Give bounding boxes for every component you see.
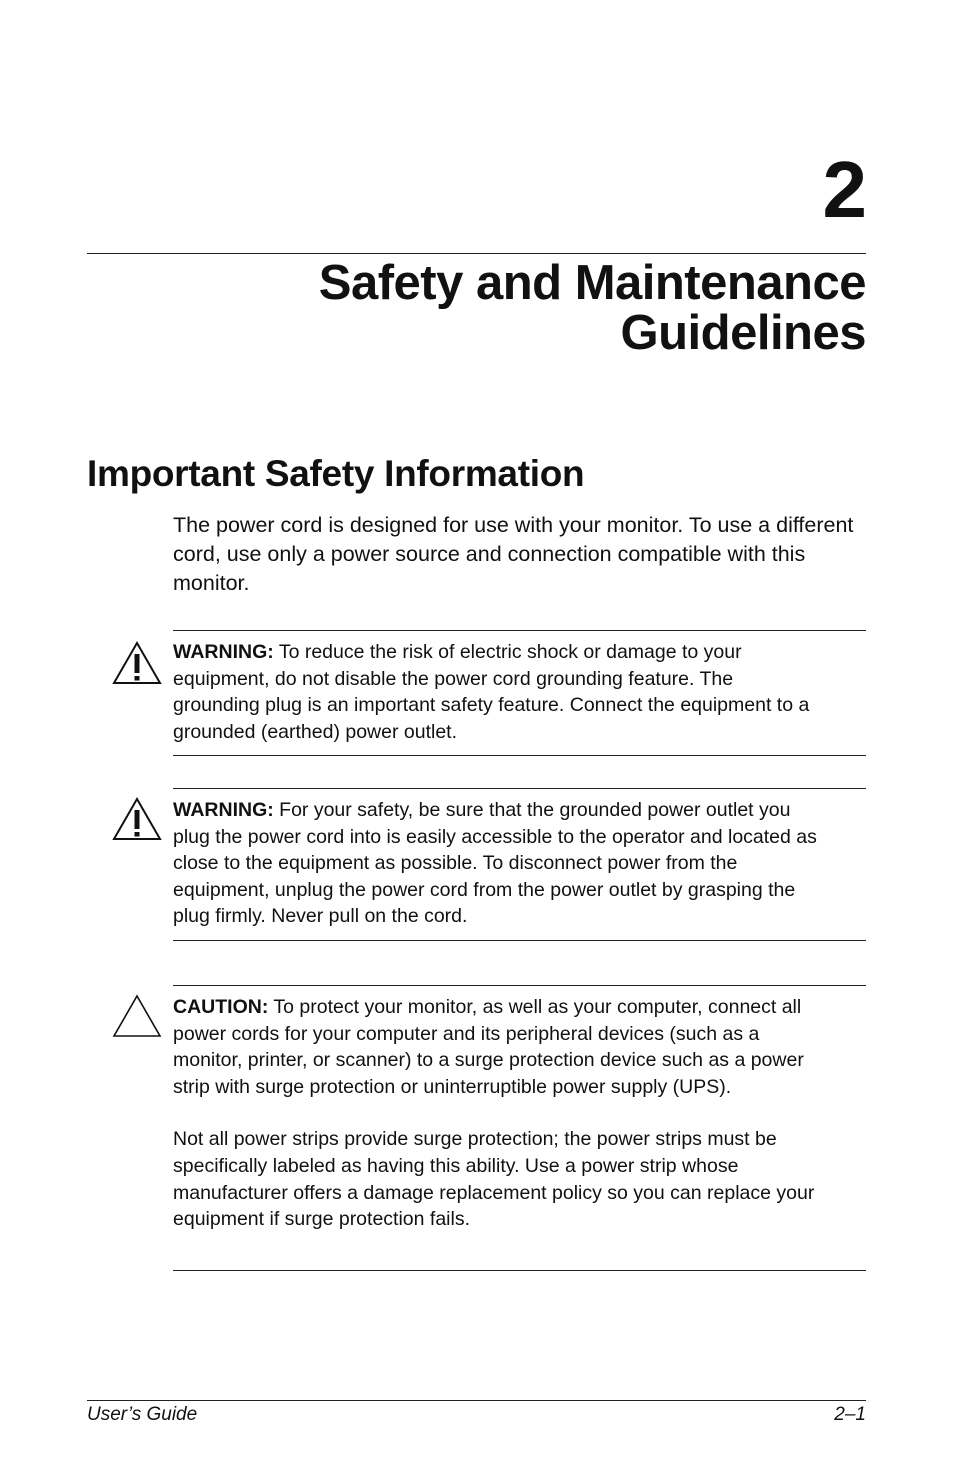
notice-rule-bottom [173,1270,866,1271]
caution-notice [173,985,866,1271]
footer-page-number: 2–1 [834,1404,866,1425]
warning-icon [111,640,163,686]
notice-rule-bottom [173,940,866,941]
chapter-title-line2: Guidelines [620,306,866,360]
notice-body: To reduce the risk of electric shock or damage to your equipment, do not disable the power cord grounding feature. The grounding plug is an important safety feature. Connect the equipment to a grounded (earthed) power outlet. [173,641,810,743]
caution-icon [111,993,163,1039]
chapter-rule [87,253,866,254]
notice-text [173,631,823,745]
chapter-number: 2 [822,145,866,234]
notice-text-2: Not all power strips provide surge protection; the power strips must be specifically labeled as having this ability. Use a power strip whose manufacturer offers a damage replacement policy so you can replace your equipment if surge protection fails. [173,1128,815,1231]
warning-notice-1 [173,630,866,756]
notice-label: CAUTION: [173,996,269,1018]
footer-guide-name: User’s Guide [87,1404,198,1425]
notice-rule-bottom [173,755,866,756]
notice-text [173,986,823,1100]
warning-icon [111,796,163,842]
notice-text [173,789,823,930]
chapter-title [106,258,866,358]
section-heading: Important Safety Information [87,453,585,494]
intro-paragraph: The power cord is designed for use with your monitor. To use a different cord, use only a power source and connection compatible with this monitor. [173,513,854,595]
notice-body: For your safety, be sure that the grounded power outlet you plug the power cord into is easily accessible to the operator and located as close to the equipment as possible. To disconnect power from the equipment, unplug the power cord from the power outlet by grasping the plug firmly. Never pull on the cord. [173,799,817,928]
footer-rule [87,1400,866,1401]
chapter-title-line1: Safety and Maintenance [318,256,866,310]
notice-body: To protect your monitor, as well as your computer, connect all power cords for your computer and its peripheral devices (such as a monitor, printer, or scanner) to a surge protection device such as a power strip with surge protection or uninterruptible power supply (UPS). [173,996,804,1098]
warning-notice-2 [173,788,866,941]
notice-label: WARNING: [173,641,274,663]
notice-label: WARNING: [173,799,274,821]
